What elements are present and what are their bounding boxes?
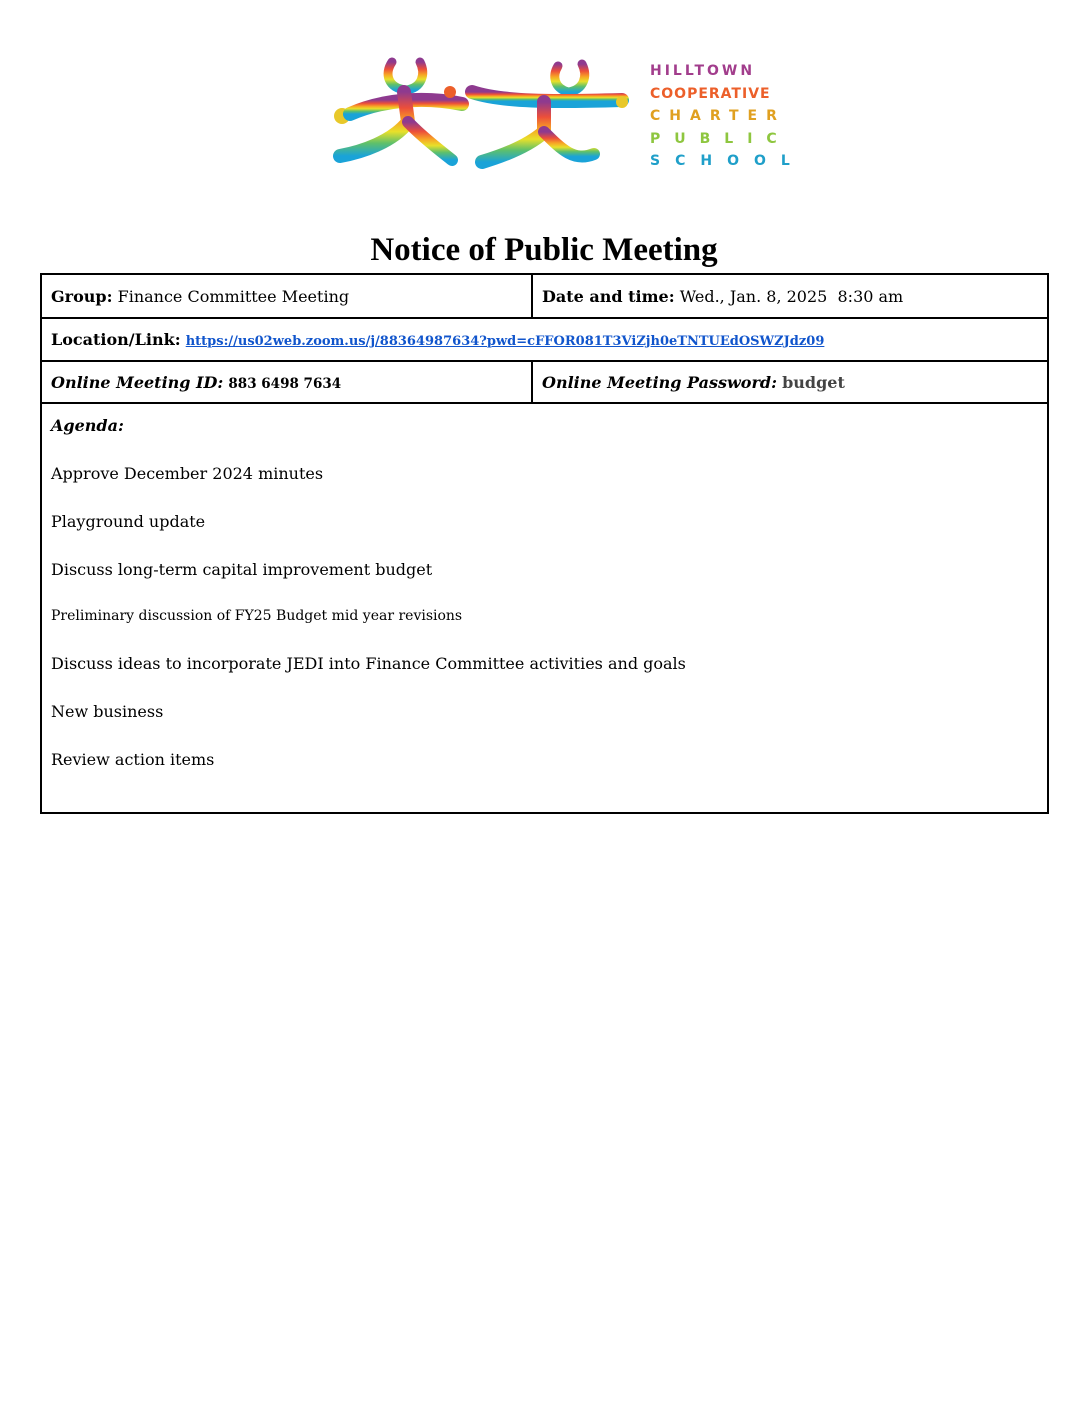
group-label: Group:: [51, 286, 113, 306]
table-row: [41, 274, 1048, 318]
logo-line: COOPERATIVE: [650, 85, 771, 102]
password-cell: [532, 361, 1048, 403]
logo-figures-icon: [322, 52, 632, 180]
table-row: [41, 318, 1048, 361]
password-value: budget: [782, 372, 845, 392]
location-cell: [41, 318, 1048, 361]
logo-line: CHARTER: [650, 108, 786, 124]
agenda-list: [51, 462, 1047, 772]
agenda-item: Playground update: [51, 512, 206, 531]
agenda-item: Review action items: [51, 750, 215, 769]
agenda-item: Approve December 2024 minutes: [51, 464, 324, 483]
meeting-id-cell: [41, 361, 532, 403]
table-row: [41, 361, 1048, 403]
logo-line: SCHOOL: [650, 153, 805, 169]
page-title: Notice of Public Meeting: [370, 232, 718, 268]
agenda-item: Discuss long-term capital improvement budget: [51, 560, 433, 579]
logo-line: HILLTOWN: [650, 63, 756, 79]
school-logo: [322, 52, 805, 180]
logo-line: PUBLIC: [650, 130, 791, 147]
zoom-meeting-link[interactable]: https://us02web.zoom.us/j/88364987634?pwd=cFFOR081T3ViZjh0eTNTUEdOSWZJdz09: [185, 334, 825, 349]
meeting-details-table: [40, 273, 1049, 814]
meeting-id-value: 883 6498 7634: [228, 375, 342, 392]
meeting-id-label: Online Meeting ID:: [51, 372, 224, 392]
datetime-label: Date and time:: [542, 286, 675, 306]
location-label: Location/Link:: [51, 330, 181, 349]
agenda-item: New business: [51, 702, 164, 721]
agenda-item: Discuss ideas to incorporate JEDI into Finance Committee activities and goals: [51, 654, 686, 673]
table-row: [41, 403, 1048, 813]
group-value: Finance Committee Meeting: [117, 286, 350, 306]
logo-wordmark: [650, 60, 805, 173]
datetime-cell: [532, 274, 1048, 318]
agenda-item: Preliminary discussion of FY25 Budget mid year revisions: [51, 608, 463, 624]
agenda-heading: Agenda:: [51, 416, 124, 435]
password-label: Online Meeting Password:: [542, 372, 777, 392]
datetime-value: Wed., Jan. 8, 2025 8:30 am: [679, 286, 904, 306]
agenda-cell: [41, 403, 1048, 813]
group-cell: [41, 274, 532, 318]
